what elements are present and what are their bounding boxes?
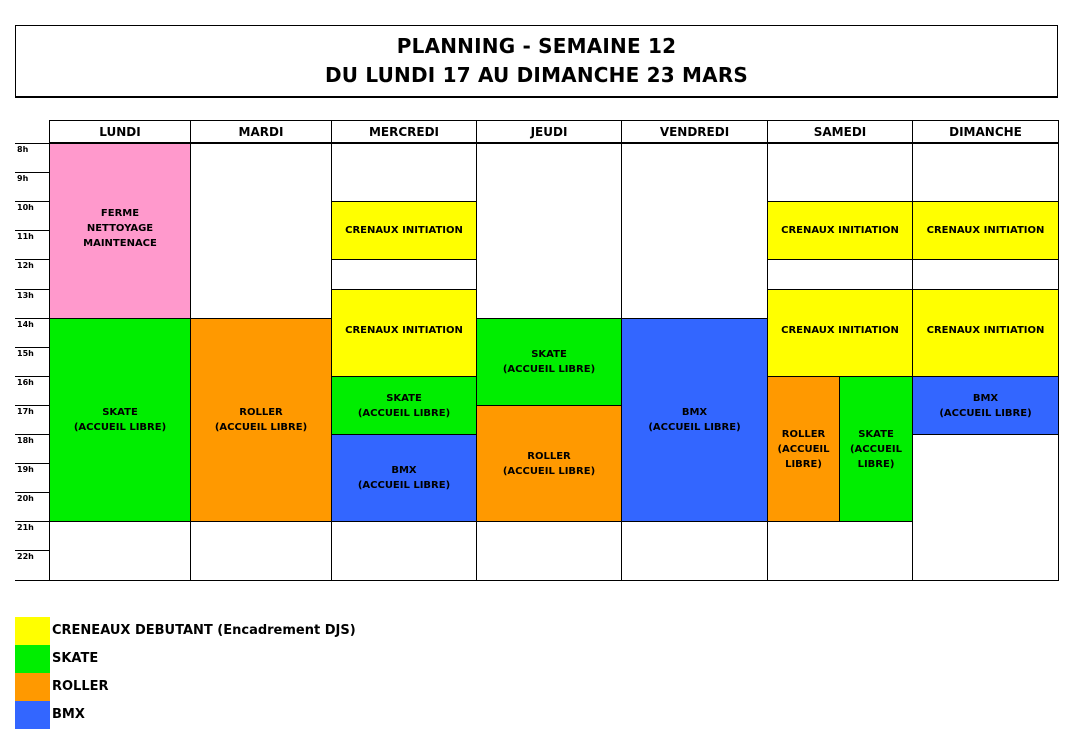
hour-label-21h: 21h bbox=[17, 523, 34, 532]
event-label-line: (ACCUEIL LIBRE) bbox=[214, 422, 308, 433]
hour-separator bbox=[15, 463, 49, 464]
empty-slot bbox=[912, 143, 1059, 202]
event-label-line: CRENAUX INITIATION bbox=[345, 225, 463, 236]
hour-label-19h: 19h bbox=[17, 465, 34, 474]
event-initiation bbox=[767, 201, 913, 260]
hour-separator bbox=[15, 289, 49, 290]
event-label-line: SKATE bbox=[386, 392, 422, 404]
event-label-line: FERME bbox=[100, 208, 140, 219]
empty-slot bbox=[476, 521, 622, 581]
empty-slot bbox=[331, 143, 477, 202]
hour-separator bbox=[15, 259, 49, 260]
event-label-line: (ACCUEIL LIBRE) bbox=[73, 422, 167, 433]
hour-label-16h: 16h bbox=[17, 378, 34, 387]
day-header-mardi: MARDI bbox=[190, 120, 332, 143]
hour-label-8h: 8h bbox=[17, 145, 29, 154]
event-bmx bbox=[331, 434, 477, 522]
day-header-samedi: SAMEDI bbox=[767, 120, 913, 143]
hour-separator bbox=[15, 434, 49, 435]
event-maintenance bbox=[49, 143, 191, 319]
hour-separator bbox=[15, 201, 49, 202]
legend-swatch-bmx bbox=[15, 701, 50, 729]
event-label-line: (ACCUEIL LIBRE) bbox=[357, 407, 451, 419]
hour-label-15h: 15h bbox=[17, 349, 34, 358]
hour-label-14h: 14h bbox=[17, 320, 34, 329]
day-header-dimanche: DIMANCHE bbox=[912, 120, 1059, 143]
hour-label-10h: 10h bbox=[17, 203, 34, 212]
event-initiation bbox=[767, 289, 913, 377]
empty-slot bbox=[621, 521, 768, 581]
empty-slot bbox=[912, 434, 1059, 581]
hour-separator bbox=[15, 521, 49, 522]
event-label-line: (ACCUEIL bbox=[849, 443, 903, 455]
event-roller bbox=[190, 318, 332, 522]
event-label-line: BMX bbox=[681, 407, 708, 418]
day-header-jeudi: JEUDI bbox=[476, 120, 622, 143]
event-label-line: (ACCUEIL LIBRE) bbox=[357, 480, 451, 491]
hour-label-12h: 12h bbox=[17, 261, 34, 270]
event-label-line: LIBRE) bbox=[857, 458, 895, 470]
hour-label-13h: 13h bbox=[17, 291, 34, 300]
empty-slot bbox=[476, 143, 622, 319]
hour-label-18h: 18h bbox=[17, 436, 34, 445]
hour-label-9h: 9h bbox=[17, 174, 29, 183]
event-roller bbox=[476, 405, 622, 522]
event-label-line: CRENAUX INITIATION bbox=[781, 225, 899, 236]
empty-slot bbox=[767, 521, 913, 581]
hour-separator bbox=[15, 405, 49, 406]
legend-swatch-roller bbox=[15, 673, 50, 701]
hour-label-20h: 20h bbox=[17, 494, 34, 503]
event-label-line: ROLLER bbox=[781, 428, 826, 440]
event-label-line: CRENAUX INITIATION bbox=[781, 325, 899, 336]
event-label-line: CRENAUX INITIATION bbox=[926, 325, 1045, 336]
legend-swatch-skate bbox=[15, 645, 50, 673]
event-label-line: CRENAUX INITIATION bbox=[345, 325, 463, 336]
hour-label-17h: 17h bbox=[17, 407, 34, 416]
empty-slot bbox=[912, 259, 1059, 290]
hour-label-22h: 22h bbox=[17, 552, 34, 561]
event-label-line: (ACCUEIL LIBRE) bbox=[502, 364, 596, 375]
hour-label-11h: 11h bbox=[17, 232, 34, 241]
day-header-vendredi: VENDREDI bbox=[621, 120, 768, 143]
event-label-line: SKATE bbox=[531, 349, 567, 360]
event-label-line: SKATE bbox=[858, 428, 894, 440]
title-line-2: DU LUNDI 17 AU DIMANCHE 23 MARS bbox=[324, 63, 749, 87]
event-bmx bbox=[621, 318, 768, 522]
event-initiation bbox=[912, 201, 1059, 260]
empty-slot bbox=[331, 259, 477, 290]
event-initiation bbox=[331, 289, 477, 377]
legend-label-roller: ROLLER bbox=[52, 679, 109, 694]
hour-separator bbox=[15, 580, 49, 581]
empty-slot bbox=[49, 521, 191, 581]
event-label-line: ROLLER bbox=[527, 450, 571, 462]
legend-swatch-initiation bbox=[15, 617, 50, 645]
event-label-line: (ACCUEIL bbox=[777, 443, 830, 455]
event-label-line: (ACCUEIL LIBRE) bbox=[502, 465, 596, 477]
event-bmx bbox=[912, 376, 1059, 435]
event-label-line: (ACCUEIL LIBRE) bbox=[939, 407, 1032, 419]
empty-slot bbox=[621, 143, 768, 319]
event-skate bbox=[839, 376, 913, 522]
hour-separator bbox=[15, 550, 49, 551]
empty-slot bbox=[190, 143, 332, 319]
event-label-line: BMX bbox=[391, 465, 417, 476]
hour-separator bbox=[15, 172, 49, 173]
event-label-line: NETTOYAGE bbox=[86, 223, 154, 234]
event-initiation bbox=[912, 289, 1059, 377]
hour-separator bbox=[15, 492, 49, 493]
empty-slot bbox=[767, 143, 913, 202]
hour-separator bbox=[15, 143, 49, 144]
hour-separator bbox=[15, 347, 49, 348]
event-label-line: CRENAUX INITIATION bbox=[926, 225, 1045, 236]
day-header-lundi: LUNDI bbox=[49, 120, 191, 143]
hour-separator bbox=[15, 230, 49, 231]
legend-label-initiation: CRENEAUX DEBUTANT (Encadrement DJS) bbox=[52, 623, 356, 638]
event-skate bbox=[331, 376, 477, 435]
event-label-line: ROLLER bbox=[239, 407, 283, 418]
legend-label-skate: SKATE bbox=[52, 651, 99, 666]
hour-separator bbox=[15, 318, 49, 319]
event-initiation bbox=[331, 201, 477, 260]
hour-separator bbox=[15, 376, 49, 377]
event-label-line: LIBRE) bbox=[785, 458, 822, 470]
event-label-line: SKATE bbox=[102, 407, 138, 418]
event-skate bbox=[49, 318, 191, 522]
event-roller bbox=[767, 376, 840, 522]
empty-slot bbox=[767, 259, 913, 290]
event-skate bbox=[476, 318, 622, 406]
event-label-line: MAINTENACE bbox=[83, 238, 157, 249]
event-label-line: (ACCUEIL LIBRE) bbox=[648, 422, 741, 433]
empty-slot bbox=[331, 521, 477, 581]
day-header-mercredi: MERCREDI bbox=[331, 120, 477, 143]
legend-label-bmx: BMX bbox=[52, 707, 85, 722]
title-line-1: PLANNING - SEMAINE 12 bbox=[396, 34, 677, 58]
event-label-line: BMX bbox=[972, 392, 999, 404]
empty-slot bbox=[190, 521, 332, 581]
